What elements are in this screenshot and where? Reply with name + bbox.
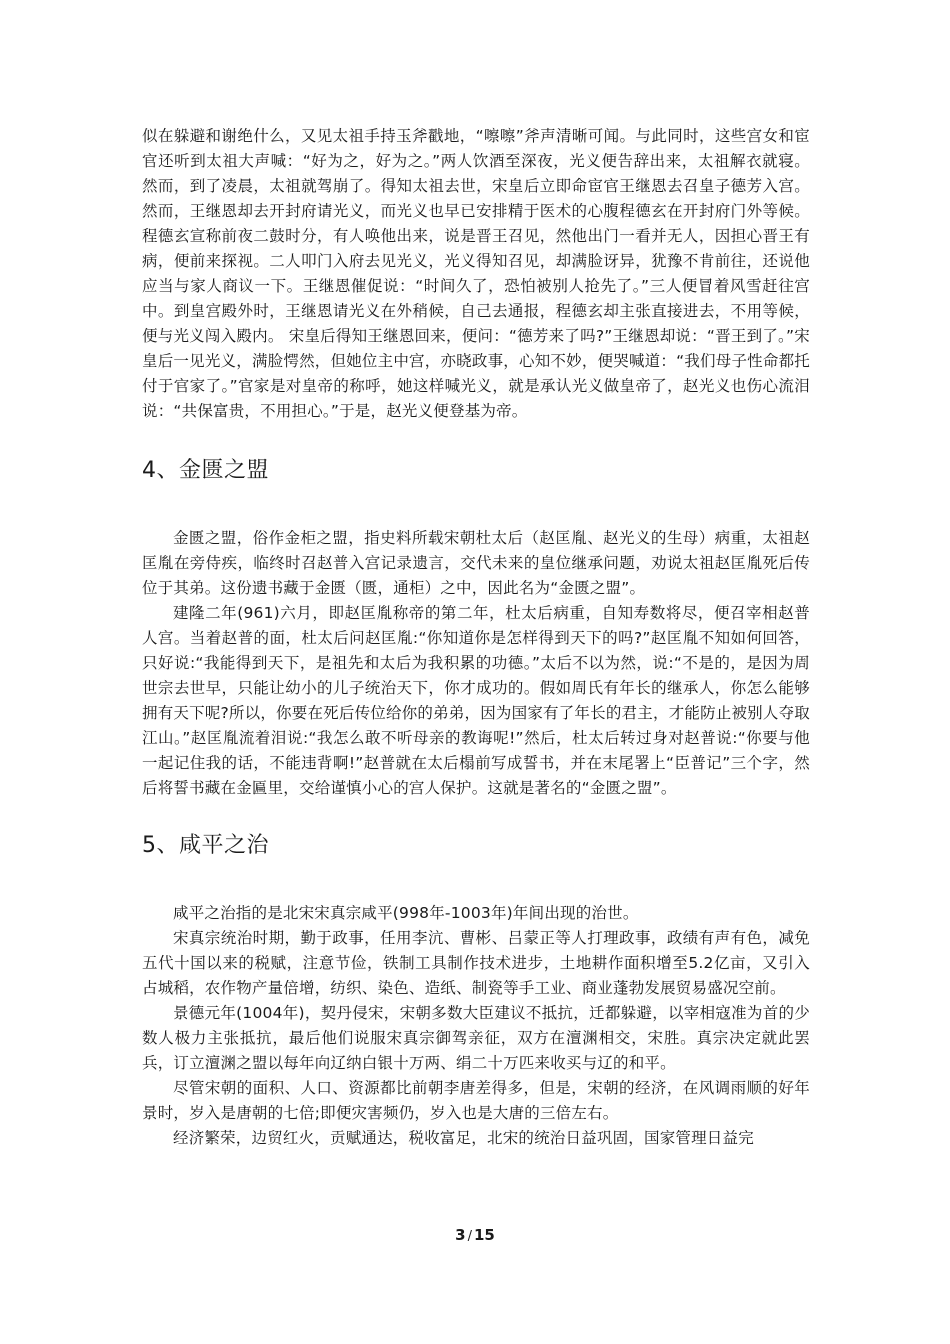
total-pages-number: 15 [473,1226,495,1244]
section-5-paragraph-4: 尽管宋朝的面积、人口、资源都比前朝李唐差得多，但是，宋朝的经济，在风调雨顺的好年景时，岁入是唐朝的七倍;即便灾害频仍，岁入也是大唐的三倍左右。 [142,1079,810,1122]
section-5-paragraph-2: 宋真宗统治时期，勤于政事，任用李沆、曹彬、吕蒙正等人打理政事，政绩有声有色，减免五代十国以来的税赋，注意节俭，铁制工具制作技术进步，土地耕作面积增至5.2亿亩，又引入占城稻，农作物产量倍增，纺织、染色、造纸、制瓷等手工业、商业蓬勃发展贸易盛况空前。 [142,929,810,997]
page-number-footer [0,1226,950,1244]
current-page-number: 3 [455,1226,466,1244]
intro-paragraph: 似在躲避和谢绝什么，又见太祖手持玉斧戳地，“嚓嚓”斧声清晰可闻。与此同时，这些宫女和宦官还听到太祖大声喊：“好为之，好为之。”两人饮酒至深夜，光义便告辞出来，太祖解衣就寝。然而，到了凌晨，太祖就驾崩了。得知太祖去世，宋皇后立即命宦官王继恩去召皇子德芳入宫。然而，王继恩却去开封府请光义，而光义也早已安排精于医术的心腹程德玄在开封府门外等候。程德玄宣称前夜二鼓时分，有人唤他出来，说是晋王召见，然他出门一看并无人，因担心晋王有病，便前来探视。二人叩门入府去见光义，光义得知召见，却满脸讶异，犹豫不肯前往，还说他应当与家人商议一下。王继恩催促说：“时间久了，恐怕被别人抢先了。”三人便冒着风雪赶往宫中。到皇宫殿外时，王继恩请光义在外稍候，自己去通报，程德玄却主张直接进去，不用等候，便与光义闯入殿内。 宋皇后得知王继恩回来，便问：“德芳来了吗?”王继恩却说：“晋王到了。”宋皇后一见光义，满脸愕然，但她位主中宫，亦晓政事，心知不妙，便哭喊道：“我们母子性命都托付于官家了。”官家是对皇帝的称呼，她这样喊光义，就是承认光义做皇帝了，赵光义也伤心流泪说：“共保富贵，不用担心。”于是，赵光义便登基为帝。 [142,127,810,420]
section-4-heading: 4、金匮之盟 [142,458,269,483]
section-5-paragraph-5: 经济繁荣，边贸红火，贡赋通达，税收富足，北宋的统治日益巩固，国家管理日益完 [173,1129,754,1147]
section-5-paragraph-1: 咸平之治指的是北宋宋真宗咸平(998年-1003年)年间出现的治世。 [173,904,639,922]
section-5-paragraph-3: 景德元年(1004年)，契丹侵宋，宋朝多数大臣建议不抵抗，迁都躲避，以宰相寇准为首的少数人极力主张抵抗，最后他们说服宋真宗御驾亲征，双方在澶渊相交，宋胜。真宗决定就此罢兵，订立澶渊之盟以每年向辽纳白银十万两、绢二十万匹来收买与辽的和平。 [142,1004,810,1072]
section-4-paragraph-1: 金匮之盟，俗作金柜之盟，指史料所载宋朝杜太后（赵匡胤、赵光义的生母）病重，太祖赵匡胤在旁侍疾，临终时召赵普入宫记录遗言，交代未来的皇位继承问题，劝说太祖赵匡胤死后传位于其弟。这份遗书藏于金匮（匮，通柜）之中，因此名为“金匮之盟”。 [142,529,810,597]
section-5-heading: 5、咸平之治 [142,833,269,858]
page-separator: / [467,1229,472,1244]
section-4-paragraph-2: 建隆二年(961)六月，即赵匡胤称帝的第二年，杜太后病重，自知寿数将尽，便召宰相赵普人宫。当着赵普的面，杜太后问赵匡胤:“你知道你是怎样得到天下的吗?”赵匡胤不知如何回答，只好说:“我能得到天下，是祖先和太后为我积累的功德。”太后不以为然，说:“不是的，是因为周世宗去世早，只能让幼小的儿子统治天下，你才成功的。假如周氏有年长的继承人，你怎么能够拥有天下呢?所以，你要在死后传位给你的弟弟，因为国家有了年长的君主，才能防止被别人夺取江山。”赵匡胤流着泪说:“我怎么敢不听母亲的教诲呢!”然后，杜太后转过身对赵普说:“你要与他一起记住我的话，不能违背啊!”赵普就在太后榻前写成誓书，并在末尾署上“臣普记”三个字，然后将誓书藏在金匾里，交给谨慎小心的宫人保护。这就是著名的“金匮之盟”。 [142,604,810,797]
page-content [142,124,810,1151]
